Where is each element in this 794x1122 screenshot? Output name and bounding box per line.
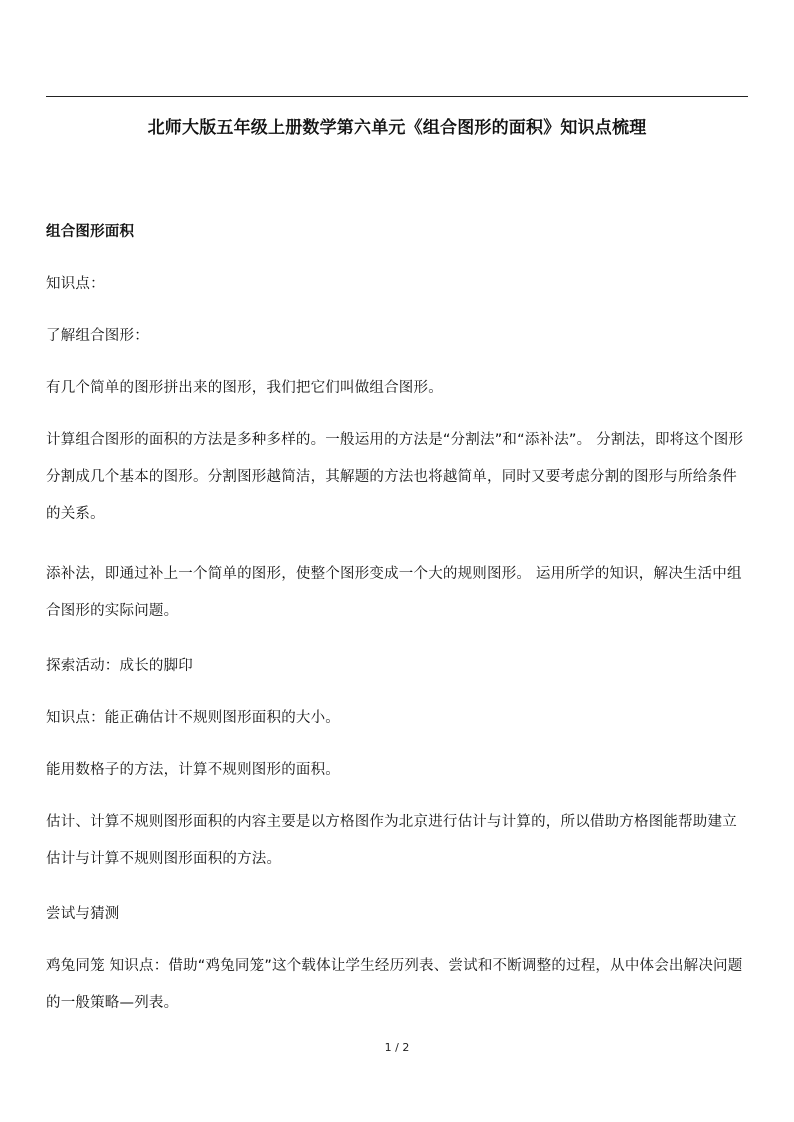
paragraph-chicken-rabbit: 鸡兔同笼 知识点：借助“鸡兔同笼”这个载体让学生经历列表、尝试和不断调整的过程，从中体会出解决问题的一般策略—列表。 [46, 958, 743, 1011]
paragraph-addition-method: 添补法，即通过补上一个简单的图形，使整个图形变成一个大的规则图形。 运用所学的知识，解决生活中组合图形的实际问题。 [46, 566, 742, 619]
paragraph-trial-guess: 尝试与猜测 [46, 906, 120, 922]
paragraph-grid-method: 估计、计算不规则图形面积的内容主要是以方格图作为北京进行估计与计算的，所以借助方格图能帮助建立估计与计算不规则图形面积的方法。 [46, 814, 737, 867]
header-rule [46, 96, 748, 97]
paragraph-composite-definition: 有几个简单的图形拼出来的图形，我们把它们叫做组合图形。 [46, 380, 443, 396]
paragraph-understand-composite: 了解组合图形： [46, 328, 149, 344]
paragraph-exploration-activity: 探索活动：成长的脚印 [46, 658, 193, 674]
page-number: 1 / 2 [384, 1041, 410, 1054]
paragraph-estimate-irregular: 知识点：能正确估计不规则图形面积的大小。 [46, 710, 340, 726]
paragraph-calculation-methods: 计算组合图形的面积的方法是多种多样的。一般运用的方法是“分割法”和“添补法”。 分割法，即将这个图形分割成几个基本的图形。分割图形越简洁，其解题的方法也将越简单，同时又要考虑分割的图形与所给条件的关系。 [46, 432, 744, 522]
section-heading: 组合图形面积 [46, 224, 135, 240]
paragraph-count-grid: 能用数格子的方法，计算不规则图形的面积。 [46, 762, 340, 778]
paragraph-knowledge-point-label: 知识点： [46, 276, 105, 292]
document-title: 北师大版五年级上册数学第六单元《组合图形的面积》知识点梳理 [147, 118, 647, 138]
